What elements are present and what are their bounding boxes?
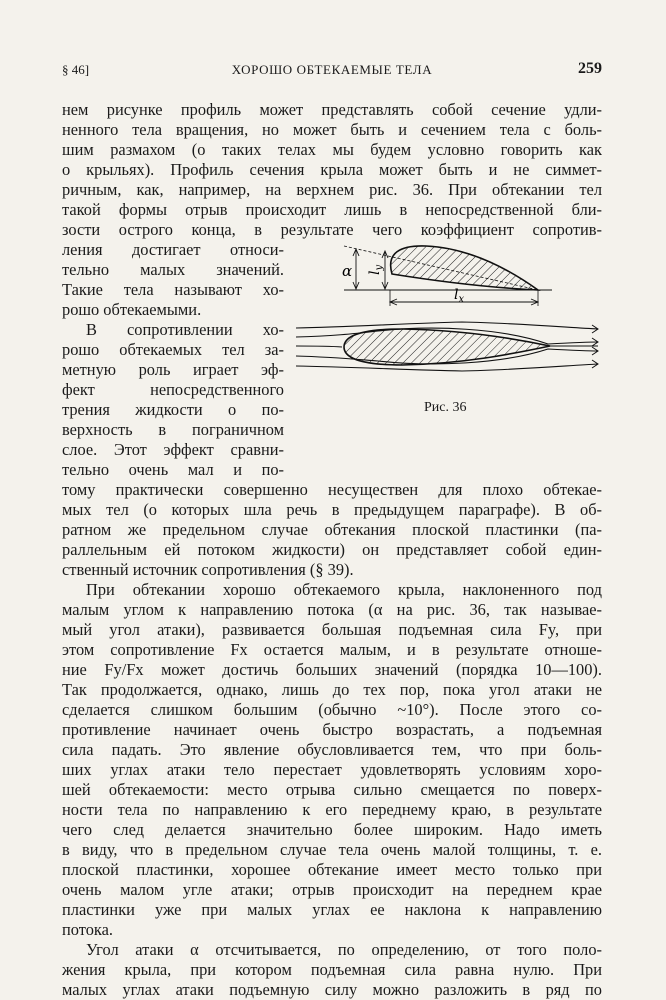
running-title: ХОРОШО ОБТЕКАЕМЫЕ ТЕЛА (231, 62, 433, 77)
text-line: ненного тела вращения, но может быть и сечением тела с боль- (62, 120, 602, 139)
text-line: тельно очень мал и по- (62, 460, 284, 479)
text-line: ших углах атаки тело перестает удовлетворять условиям хоро- (62, 760, 602, 779)
text-line: тому практически совершенно несуществен для плохо обтекае- (62, 480, 602, 499)
text-line: чего след делается значительно более широким. Надо иметь (62, 820, 602, 839)
text-line: сделается слишком большим (обычно ~10°). После этого со- (62, 700, 602, 719)
text-line: В сопротивлении хо- (86, 320, 284, 339)
text-line: Так продолжается, однако, лишь до тех пор, пока угол атаки не (62, 680, 602, 699)
running-header (62, 60, 602, 82)
text-line: ности тела по направлению к его переднему краю, в результате (62, 800, 602, 819)
text-line: рошо обтекаемых тел за- (62, 340, 284, 359)
text-line: фект непосредственного (62, 380, 284, 399)
text-line: ственный источник сопротивления (§ 39). (62, 560, 354, 579)
ly-label: $l_y$ (367, 264, 385, 275)
text-line: в виду, что в предельном случае тела очень малой толщины, т. е. (62, 840, 602, 859)
airfoil-diagram (292, 236, 604, 394)
text-line: малым углом к направлению потока (α на рис. 36, так называе- (62, 600, 602, 619)
text-line: слое. Этот эффект сравни- (62, 440, 284, 459)
text-line: рошо обтекаемыми. (62, 300, 202, 319)
text-line: ления достигает относи- (62, 240, 284, 259)
figure-caption: Рис. 36 (424, 400, 467, 415)
text-line: потока. (62, 920, 113, 939)
text-line: зости острого конца, в результате чего коэффициент сопротив- (62, 220, 602, 239)
text-line: плоской пластинки, хорошее обтекание имеет место только при (62, 860, 602, 879)
text-line: верхность в пограничном (62, 420, 284, 439)
text-line: Такие тела называют хо- (62, 280, 284, 299)
text-line: Угол атаки α отсчитывается, по определению, от того поло- (86, 940, 602, 959)
text-line: ричным, как, например, на верхнем рис. 36. При обтекании тел (62, 180, 602, 199)
text-line: При обтекании хорошо обтекаемого крыла, наклоненного под (86, 580, 602, 599)
text-line: раллельным ей потоком жидкости) он представляет собой един- (62, 540, 602, 559)
text-line: пластинки уже при малых углах ее наклона к направлению (62, 900, 602, 919)
text-line: мых тел (о которых шла речь в предыдущем параграфе). В об- (62, 500, 602, 519)
text-line: нем рисунке профиль может представлять собой сечение удли- (62, 100, 602, 119)
text-line: тельно малых значений. (62, 260, 284, 279)
text-line: такой формы отрыв происходит лишь в непосредственной бли- (62, 200, 602, 219)
text-line: малых углах атаки подъемную силу можно разложить в ряд по (62, 980, 602, 999)
inclined-airfoil-profile (391, 246, 538, 290)
section-ref: § 46] (62, 62, 90, 77)
text-line: этом сопротивление Fx остается малым, и в результате отноше- (62, 640, 602, 659)
alpha-label: α (342, 262, 353, 280)
text-line: ние Fy/Fx может достичь больших значений (порядка 10—100). (62, 660, 602, 679)
text-line: мый угол атаки), развивается большая подъемная сила Fy, при (62, 620, 602, 639)
symmetric-airfoil-profile (344, 329, 550, 365)
text-line: противление начинает очень быстро возрастать, а подъемная (62, 720, 602, 739)
text-line: шим размахом (о таких телах мы будем условно говорить как (62, 140, 602, 159)
text-line: очень малом угле атаки; отрыв происходит на переднем крае (62, 880, 602, 899)
text-line: шей обтекаемости: место отрыва сильно смещается по поверх- (62, 780, 602, 799)
text-line: ратном же предельном случае обтекания плоской пластинки (па- (62, 520, 602, 539)
text-line: жения крыла, при котором подъемная сила равна нулю. При (62, 960, 602, 979)
lx-label: $l_x$ (454, 287, 465, 305)
text-line: о крыльях). Профиль сечения крыла может быть и не симмет- (62, 160, 602, 179)
text-line: сила падать. Это явление обусловливается тем, что при боль- (62, 740, 602, 759)
page-number: 259 (578, 60, 602, 77)
figure-36 (292, 236, 604, 394)
text-line: трения жидкости о по- (62, 400, 284, 419)
text-line: метную роль играет эф- (62, 360, 284, 379)
